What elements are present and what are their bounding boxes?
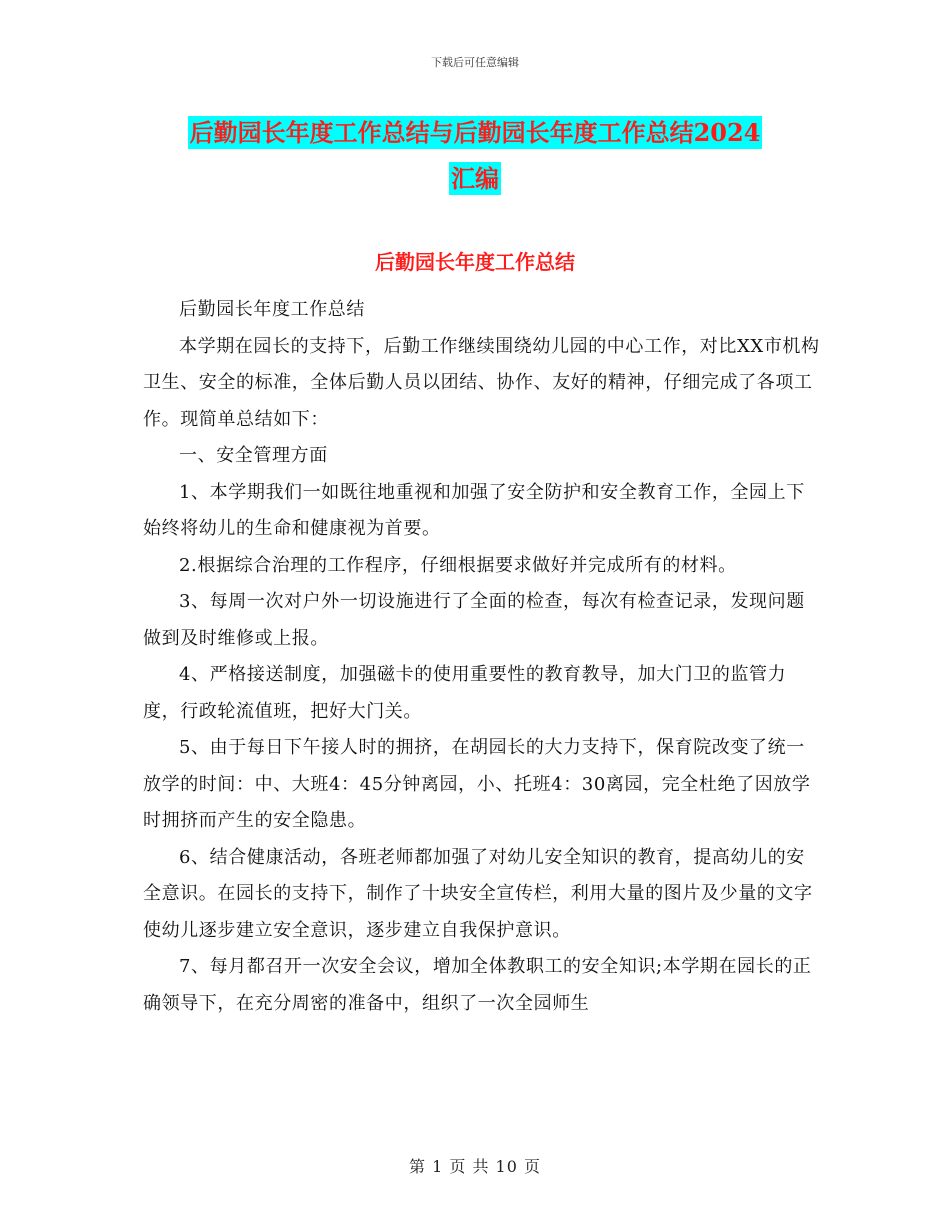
paragraph: 7、每月都召开一次安全会议，增加全体教职工的安全知识;本学期在园长的正确领导下，在充分周密的准备中，组织了一次全园师生	[143, 956, 812, 1014]
paragraph: 后勤园长年度工作总结	[179, 299, 365, 320]
paragraph: 一、安全管理方面	[179, 445, 328, 466]
title-line-2: 汇编	[451, 164, 499, 193]
paragraph: 6、结合健康活动，各班老师都加强了对幼儿安全知识的教育，提高幼儿的安全意识。在园长的支持下，制作了十块安全宣传栏，利用大量的图片及少量的文字使幼儿逐步建立安全意识，逐步建立自我保护意识。	[143, 846, 813, 941]
paragraph: 5、由于每日下午接人时的拥挤，在胡园长的大力支持下，保育院改变了统一放学的时间：中、大班4：45分钟离园，小、托班4：30离园，完全杜绝了因放学时拥挤而产生的安全隐患。	[143, 737, 811, 831]
paragraph: 2.根据综合治理的工作程序，仔细根据要求做好并完成所有的材料。	[179, 554, 737, 576]
header-note: 下载后可任意编辑	[431, 56, 519, 69]
paragraph: 3、每周一次对户外一切设施进行了全面的检查，每次有检查记录，发现问题做到及时维修或上报。	[143, 591, 805, 649]
paragraph: 4、严格接送制度，加强磁卡的使用重要性的教育教导，加大门卫的监管力度，行政轮流值班，把好大门关。	[143, 664, 787, 722]
title-line-1: 后勤园长年度工作总结与后勤园长年度工作总结2024	[189, 118, 761, 147]
section-title: 后勤园长年度工作总结	[375, 250, 575, 274]
body-text	[143, 292, 823, 1022]
page-number: 第 1 页 共 10 页	[409, 1157, 541, 1176]
document-title	[150, 110, 800, 202]
paragraph: 1、本学期我们一如既往地重视和加强了安全防护和安全教育工作，全园上下始终将幼儿的生命和健康视为首要。	[143, 481, 805, 539]
paragraph: 本学期在园长的支持下，后勤工作继续围绕幼儿园的中心工作，对比XX市机构卫生、安全的标准，全体后勤人员以团结、协作、友好的精神，仔细完成了各项工作。现简单总结如下：	[143, 335, 820, 430]
